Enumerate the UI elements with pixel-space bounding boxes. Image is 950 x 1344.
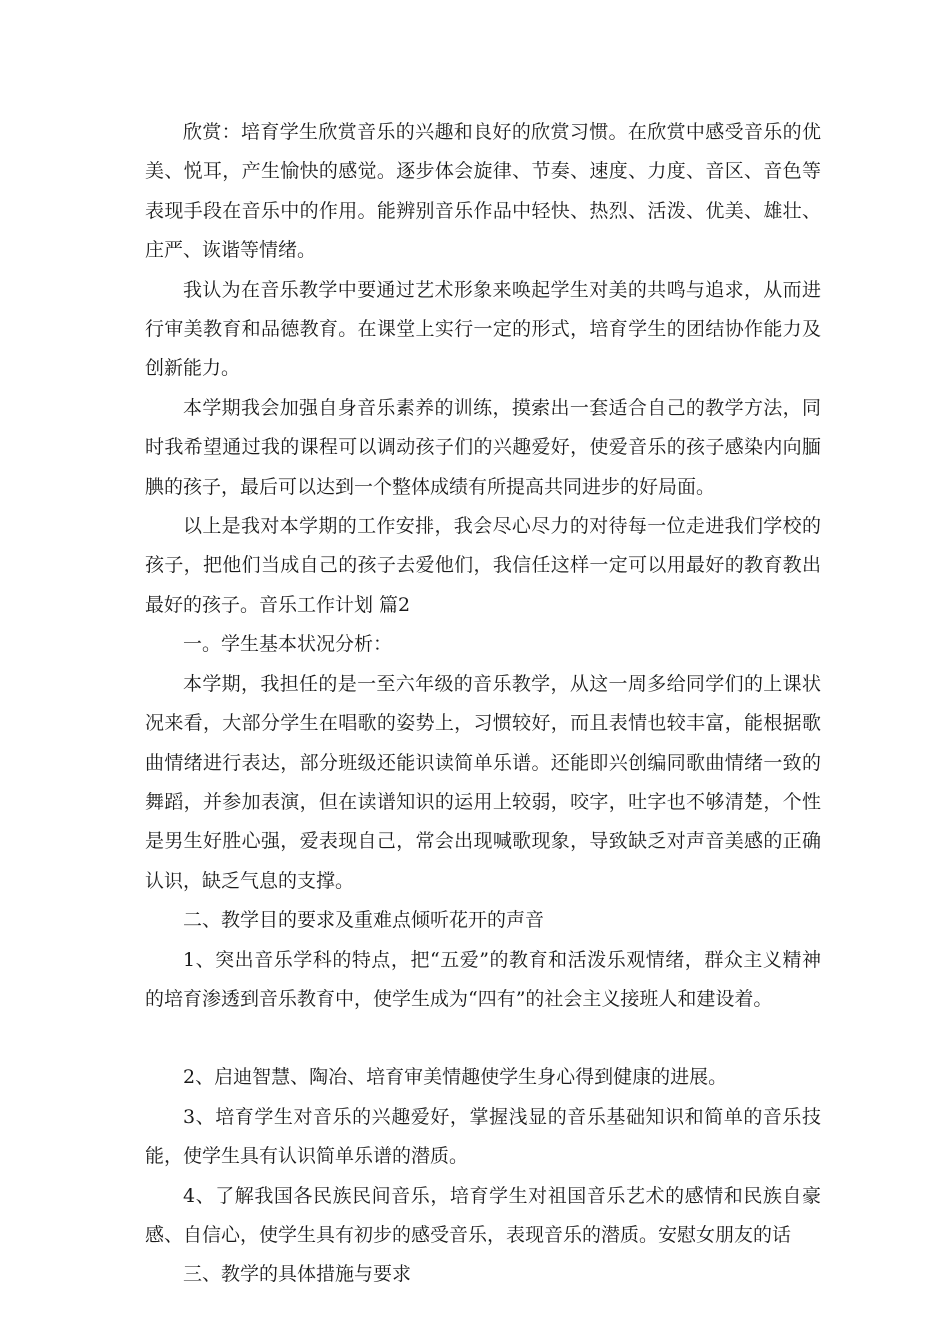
list-item-goal-3: 3、培育学生对音乐的兴趣爱好，掌握浅显的音乐基础知识和简单的音乐技能，使学生具有认识简单乐谱的潜质。 bbox=[145, 1105, 821, 1168]
list-item-goal-1: 1、突出音乐学科的特点，把“五爱”的教育和活泼乐观情绪，群众主义精神的培育渗透到音乐教育中，使学生成为“四有”的社会主义接班人和建设着。 bbox=[145, 948, 821, 1010]
heading-student-analysis: 一。学生基本状况分析： bbox=[183, 633, 393, 656]
blank-line bbox=[145, 1019, 821, 1058]
document-body bbox=[145, 113, 821, 1295]
paragraph-appreciation: 欣赏：培育学生欣赏音乐的兴趣和良好的欣赏习惯。在欣赏中感受音乐的优美、悦耳，产生愉快的感觉。逐步体会旋律、节奏、速度、力度、音区、音色等表现手段在音乐中的作用。能辨别音乐作品中轻快、热烈、活泼、优美、雄壮、庄严、诙谐等情绪。 bbox=[145, 121, 821, 262]
paragraph-summary: 以上是我对本学期的工作安排，我会尽心尽力的对待每一位走进我们学校的孩子，把他们当成自己的孩子去爱他们，我信任这样一定可以用最好的教育教出最好的孩子。音乐工作计划 篇2 bbox=[145, 515, 821, 616]
paragraph-student-analysis: 本学期，我担任的是一至六年级的音乐教学，从这一周多给同学们的上课状况来看，大部分学生在唱歌的姿势上，习惯较好，而且表情也较丰富，能根据歌曲情绪进行表达，部分班级还能识读简单乐谱。还能即兴创编同歌曲情绪一致的舞蹈，并参加表演，但在读谱知识的运用上较弱，咬字，吐字也不够清楚，个性是男生好胜心强，爱表现自己，常会出现喊歌现象，导致缺乏对声音美感的正确认识，缺乏气息的支撑。 bbox=[145, 672, 821, 892]
list-item-goal-4: 4、了解我国各民族民间音乐，培育学生对祖国音乐艺术的感情和民族自豪感、自信心，使学生具有初步的感受音乐，表现音乐的潜质。安慰女朋友的话 bbox=[145, 1184, 821, 1246]
heading-teaching-goals: 二、教学目的要求及重难点倾听花开的声音 bbox=[183, 909, 545, 932]
paragraph-aesthetic-education: 我认为在音乐教学中要通过艺术形象来唤起学生对美的共鸣与追求，从而进行审美教育和品德教育。在课堂上实行一定的形式，培育学生的团结协作能力及创新能力。 bbox=[145, 278, 821, 380]
paragraph-self-training: 本学期我会加强自身音乐素养的训练，摸索出一套适合自己的教学方法，同时我希望通过我的课程可以调动孩子们的兴趣爱好，使爱音乐的孩子感染内向腼腆的孩子，最后可以达到一个整体成绩有所提高共同进步的好局面。 bbox=[145, 396, 821, 498]
list-item-goal-2: 2、启迪智慧、陶冶、培育审美情趣使学生身心得到健康的进展。 bbox=[183, 1066, 728, 1089]
heading-teaching-measures: 三、教学的具体措施与要求 bbox=[183, 1263, 412, 1286]
